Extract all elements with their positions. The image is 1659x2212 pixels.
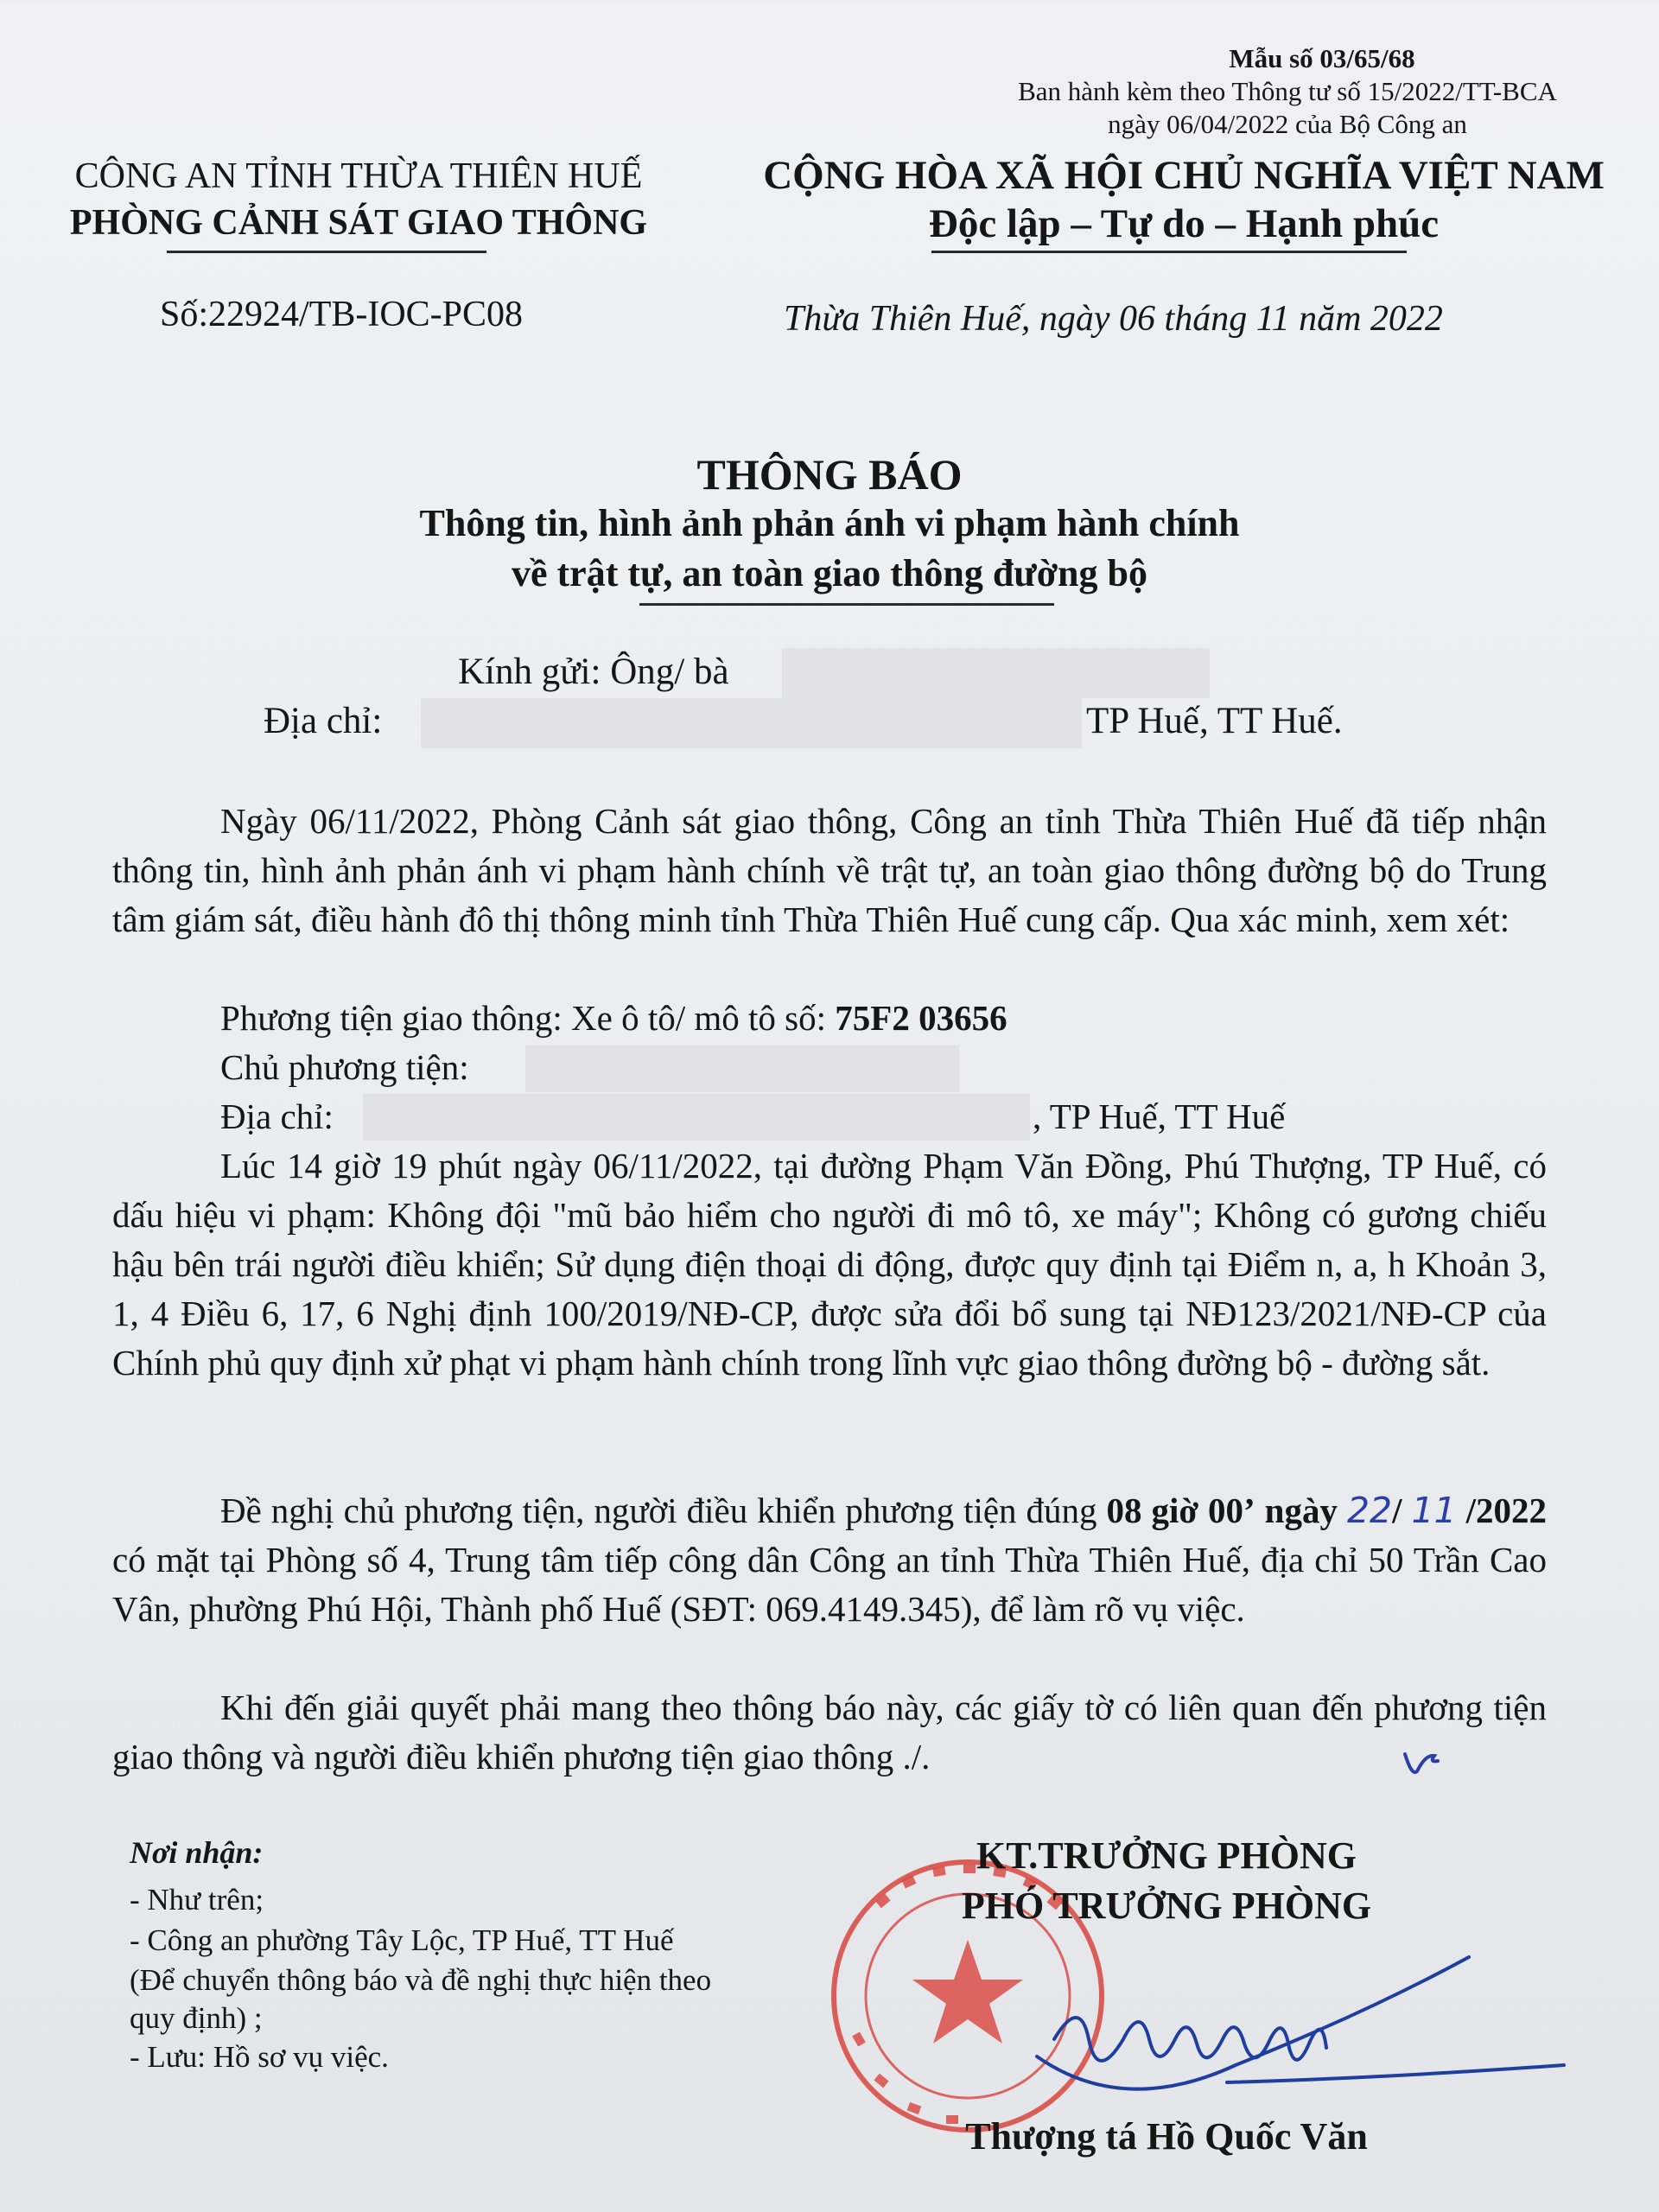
request-text-1: Đề nghị chủ phương tiện, người điều khiển phương tiện đúng [220, 1491, 1097, 1530]
title-underline [639, 603, 1054, 606]
recipient-item: - Như trên; [130, 1883, 264, 1916]
handwritten-signature [1020, 1936, 1581, 2108]
form-date-line: ngày 06/04/2022 của Bộ Công an [1108, 109, 1467, 139]
country-name: CỘNG HÒA XÃ HỘI CHỦ NGHĨA VIỆT NAM [763, 153, 1605, 198]
greeting: Kính gửi: Ông/ bà [458, 652, 729, 692]
owner-address-label: Địa chỉ: [220, 1096, 334, 1136]
handwritten-month: 11 [1411, 1490, 1457, 1531]
form-circular-line: Ban hành kèm theo Thông tư số 15/2022/TT-BCA [1018, 76, 1557, 106]
place-date: Thừa Thiên Huế, ngày 06 tháng 11 năm 2022 [784, 299, 1443, 339]
vehicle-plate: 75F2 03656 [835, 998, 1007, 1038]
recipients-title: Nơi nhận: [130, 1835, 264, 1870]
request-year: /2022 [1465, 1491, 1548, 1530]
motto: Độc lập – Tự do – Hạnh phúc [928, 201, 1440, 246]
redacted-recipient-address [421, 698, 1082, 748]
recipient-item: (Để chuyển thông báo và đề nghị thực hiện theo [130, 1963, 712, 1997]
redacted-recipient-name [782, 648, 1210, 698]
request-day-label: ngày [1264, 1491, 1338, 1530]
document-subtitle-1: Thông tin, hình ảnh phản ánh vi phạm hành chính [419, 502, 1240, 544]
signer-name: Thượng tá Hồ Quốc Văn [965, 2115, 1368, 2158]
redacted-owner-name [525, 1046, 959, 1092]
request-time: 08 giờ 00’ [1106, 1491, 1255, 1530]
signature-title-2: PHÓ TRƯỞNG PHÒNG [961, 1885, 1372, 1927]
motto-underline [931, 251, 1407, 253]
owner-address-tail: , TP Huế, TT Huế [1033, 1096, 1286, 1136]
recipient-item: quy định) ; [130, 2001, 263, 2035]
signature-title-1: KT.TRƯỞNG PHÒNG [976, 1834, 1357, 1877]
vehicle-label: Phương tiện giao thông: Xe ô tô/ mô tô số: [220, 998, 827, 1038]
recipient-item: - Công an phường Tây Lộc, TP Huế, TT Huế [130, 1923, 674, 1957]
request-text-2: có mặt tại Phòng số 4, Trung tâm tiếp công dân Công an tỉnh Thừa Thiên Huế, địa chỉ 50 Trần Cao Vân, phường Phú Hội, Thành phố Huế (SĐT: 069.4149.345), để làm rõ vụ việc. [112, 1540, 1547, 1629]
violation-paragraph: Lúc 14 giờ 19 phút ngày 06/11/2022, tại đường Phạm Văn Đồng, Phú Thượng, TP Huế, có dấu hiệu vi phạm: Không đội "mũ bảo hiểm cho người đi mô tô, xe máy"; Không có gương chiếu hậu bên trái người điều khiển; Sử dụng điện thoại di động, được quy định tại Điểm n, a, h Khoản 3, 1, 4 Điều 6, 17, 6 Nghị định 100/2019/NĐ-CP, được sửa đổi bổ sung tại NĐ123/2021/NĐ-CP của Chính phủ quy định xử phạt vi phạm hành chính trong lĩnh vực giao thông đường bộ - đường sắt. [112, 1146, 1547, 1382]
form-code: Mẫu số 03/65/68 [1229, 43, 1415, 73]
address-label: Địa chỉ: [264, 701, 383, 741]
document-subtitle-2: về trật tự, an toàn giao thông đường bộ [511, 552, 1147, 594]
recipient-item: - Lưu: Hồ sơ vụ việc. [130, 2040, 389, 2074]
handwritten-check-mark [1400, 1737, 1452, 1780]
request-paragraph: Đề nghị chủ phương tiện, người điều khiển phương tiện đúng 08 giờ 00’ ngày 22/ 11 /2022 có mặt tại Phòng số 4, Trung tâm tiếp công dân Công an tỉnh Thừa Thiên Huế, địa chỉ 50 Trần Cao Vân, phường Phú Hội, Thành phố Huế (SĐT: 069.4149.345), để làm rõ vụ việc. [112, 1490, 1548, 1629]
intro-paragraph: Ngày 06/11/2022, Phòng Cảnh sát giao thông, Công an tỉnh Thừa Thiên Huế đã tiếp nhận thông tin, hình ảnh phản ánh vi phạm hành chính về trật tự, an toàn giao thông đường bộ do Trung tâm giám sát, điều hành đô thị thông minh tỉnh Thừa Thiên Huế cung cấp. Qua xác minh, xem xét: [112, 801, 1547, 939]
closing-paragraph: Khi đến giải quyết phải mang theo thông báo này, các giấy tờ có liên quan đến phương tiện giao thông và người điều khiển phương tiện giao thông ./. [112, 1688, 1547, 1777]
document-title: THÔNG BÁO [696, 450, 963, 499]
department-name: PHÒNG CẢNH SÁT GIAO THÔNG [69, 203, 648, 243]
department-underline [167, 251, 486, 253]
agency-name: CÔNG AN TỈNH THỪA THIÊN HUẾ [74, 156, 643, 196]
document-number: Số:22924/TB-IOC-PC08 [160, 295, 524, 334]
redacted-owner-address [363, 1094, 1030, 1141]
handwritten-day: 22 [1346, 1490, 1393, 1531]
vehicle-line [220, 994, 1007, 1043]
address-tail: TP Huế, TT Huế. [1086, 701, 1343, 741]
owner-label: Chủ phương tiện: [220, 1047, 469, 1087]
